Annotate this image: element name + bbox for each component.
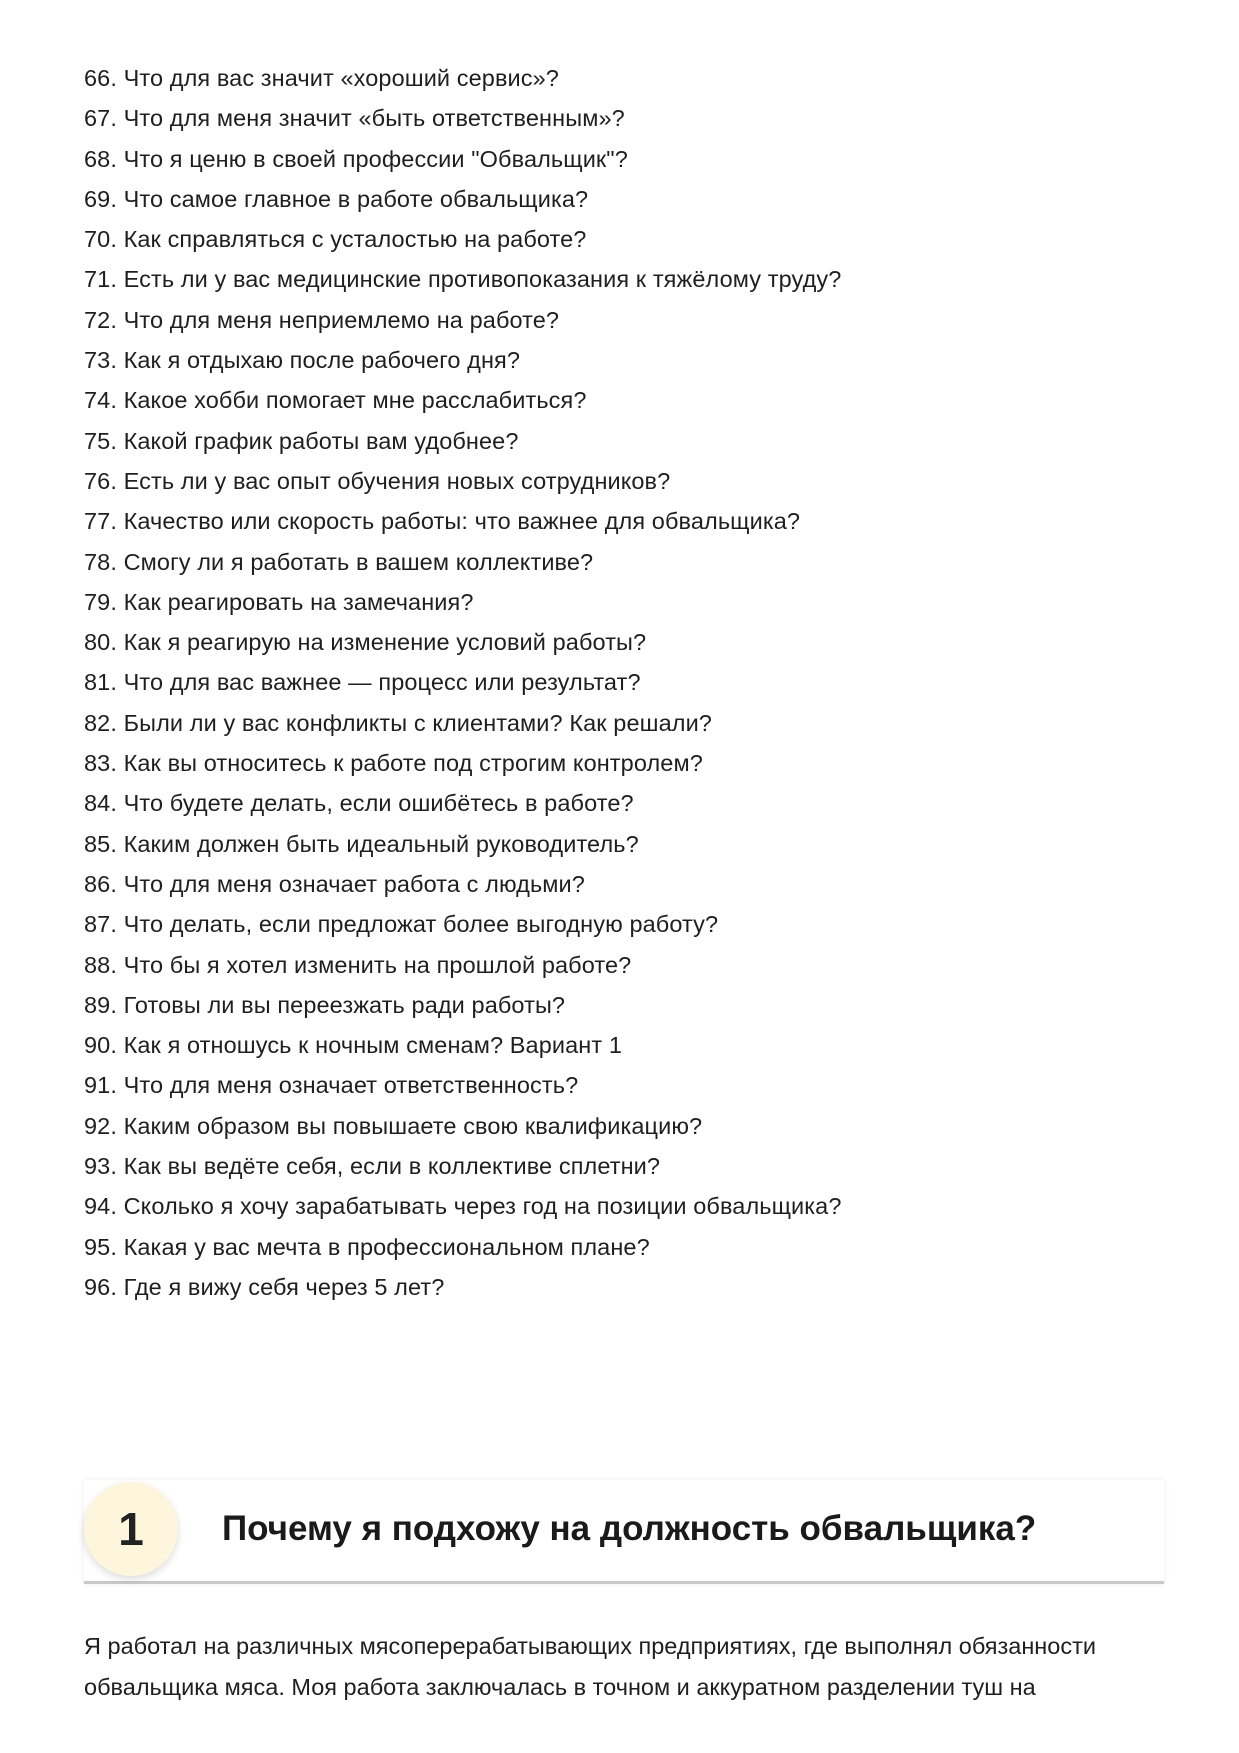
list-item: 89. Готовы ли вы переезжать ради работы?: [84, 991, 566, 1018]
list-item: 66. Что для вас значит «хороший сервис»?: [84, 65, 559, 91]
list-item: 87. Что делать, если предложат более выгодную работу?: [84, 911, 719, 938]
list-item: 67. Что для меня значит «быть ответственным»?: [84, 105, 625, 132]
question-list: [84, 58, 1164, 1307]
list-item: 71. Есть ли у вас медицинские противопоказания к тяжёлому труду?: [84, 266, 842, 293]
list-item: 78. Смогу ли я работать в вашем коллективе?: [84, 548, 594, 575]
list-item: 76. Есть ли у вас опыт обучения новых сотрудников?: [84, 467, 671, 494]
list-item: 92. Каким образом вы повышаете свою квалификацию?: [84, 1112, 703, 1139]
list-item: 95. Какая у вас мечта в профессиональном плане?: [84, 1233, 650, 1260]
list-item: 94. Сколько я хочу зарабатывать через год на позиции обвальщика?: [84, 1193, 842, 1220]
list-item: 77. Качество или скорость работы: что важнее для обвальщика?: [84, 508, 801, 535]
section-body-text: Я работал на различных мясоперерабатывающих предприятиях, где выполнял обязанности обвальщика мяса. Моя работа заключалась в точном и аккуратном разделении туш на: [84, 1633, 1096, 1700]
list-item: 86. Что для меня означает работа с людьми?: [84, 870, 585, 897]
list-item: 96. Где я вижу себя через 5 лет?: [84, 1273, 445, 1300]
list-item: 83. Как вы относитесь к работе под строгим контролем?: [84, 750, 703, 777]
question-list-container: [84, 58, 1164, 1307]
section-header: [84, 1480, 1164, 1584]
list-item: 88. Что бы я хотел изменить на прошлой работе?: [84, 951, 632, 978]
list-item: 93. Как вы ведёте себя, если в коллективе сплетни?: [84, 1153, 661, 1180]
list-item: 72. Что для меня неприемлемо на работе?: [84, 306, 560, 333]
list-item: 73. Как я отдыхаю после рабочего дня?: [84, 347, 521, 374]
list-item: 81. Что для вас важнее — процесс или результат?: [84, 669, 641, 696]
list-item: 70. Как справляться с усталостью на работе?: [84, 226, 587, 253]
list-item: 68. Что я ценю в своей профессии "Обвальщик"?: [84, 145, 628, 172]
list-item: 80. Как я реагирую на изменение условий работы?: [84, 629, 647, 656]
list-item: 91. Что для меня означает ответственность?: [84, 1072, 579, 1099]
list-item: 84. Что будете делать, если ошибётесь в работе?: [84, 790, 634, 817]
list-item: 90. Как я отношусь к ночным сменам? Вариант 1: [84, 1032, 623, 1059]
section-number-badge: 1: [84, 1482, 178, 1576]
section-title: Почему я подхожу на должность обвальщика?: [222, 1509, 1037, 1548]
list-item: 69. Что самое главное в работе обвальщика?: [84, 185, 589, 212]
list-item: 74. Какое хобби помогает мне расслабиться?: [84, 387, 587, 414]
list-item: 85. Каким должен быть идеальный руководитель?: [84, 830, 639, 857]
list-item: 75. Какой график работы вам удобнее?: [84, 427, 519, 454]
list-item: 82. Были ли у вас конфликты с клиентами? Как решали?: [84, 709, 712, 736]
list-item: 79. Как реагировать на замечания?: [84, 588, 474, 615]
